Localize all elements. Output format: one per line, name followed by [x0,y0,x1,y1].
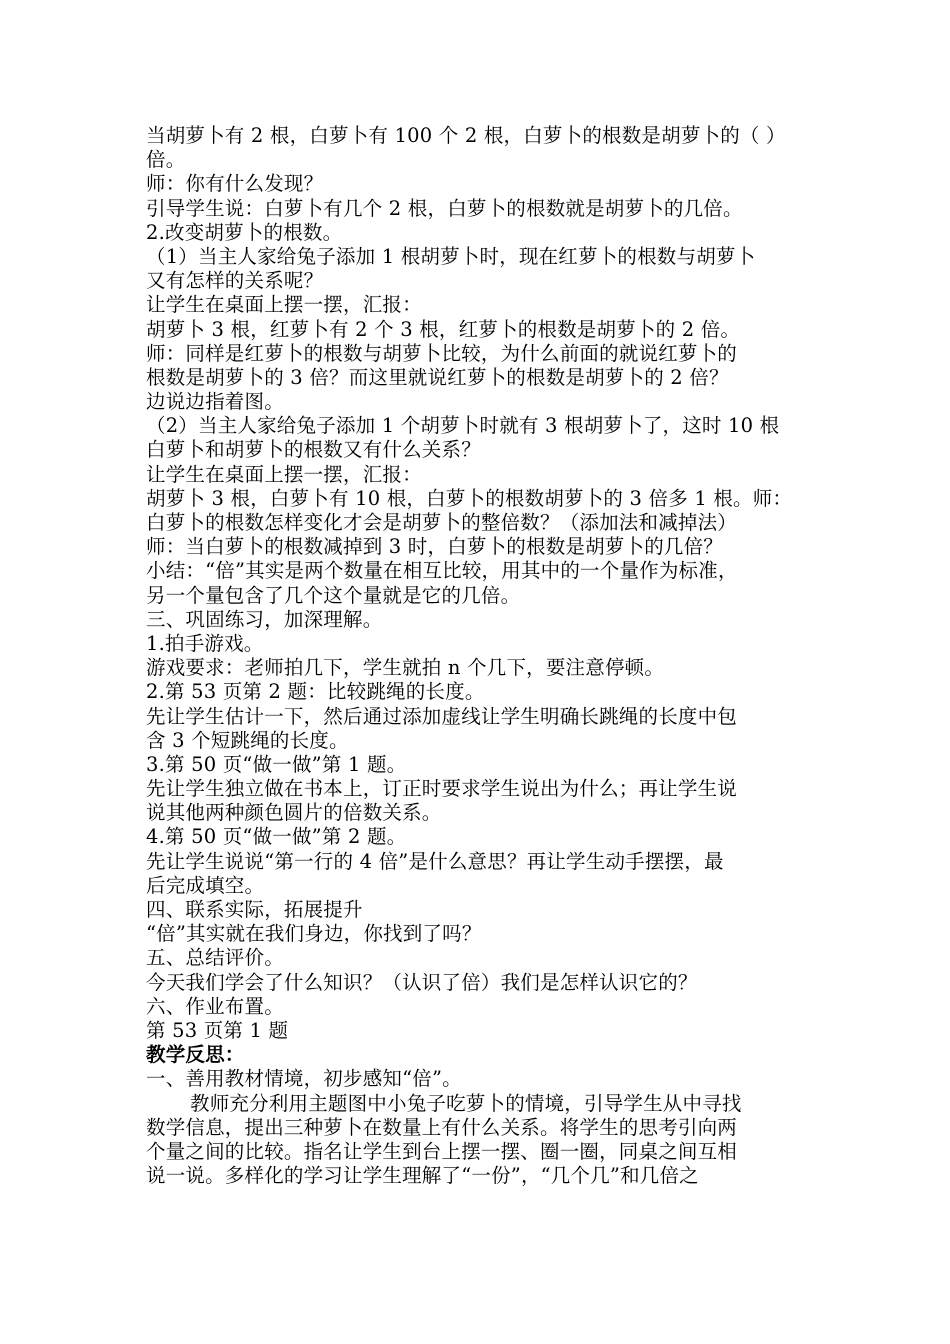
text-line: 胡萝卜 3 根，红萝卜有 2 个 3 根，红萝卜的根数是胡萝卜的 2 倍。 [146,317,741,341]
text-line: 根数是胡萝卜的 3 倍？而这里就说红萝卜的根数是胡萝卜的 2 倍？ [146,365,729,389]
text-line: 第 53 页第 1 题 [146,1018,289,1042]
text-line: 倍。 [146,148,186,172]
text-line: 3.第 50 页“做一做”第 1 题。 [146,752,407,776]
reflection-heading: 教学反思： [146,1043,245,1067]
section-heading: 六、作业布置。 [146,994,284,1018]
text-line: 游戏要求：老师拍几下，学生就拍 n 个几下，要注意停顿。 [146,656,665,680]
text-line: “倍”其实就在我们身边，你找到了吗？ [146,922,482,946]
text-line: 胡萝卜 3 根，白萝卜有 10 根，白萝卜的根数胡萝卜的 3 倍多 1 根。师： [146,486,793,510]
text-line: 当胡萝卜有 2 根，白萝卜有 100 个 2 根，白萝卜的根数是胡萝卜的（ ） [146,124,786,147]
text-line: 2.第 53 页第 2 题：比较跳绳的长度。 [146,680,485,704]
text-line: 师：同样是红萝卜的根数与胡萝卜比较，为什么前面的就说红萝卜的 [146,341,738,365]
text-line: 说其他两种颜色圆片的倍数关系。 [146,801,442,825]
text-line [146,1188,810,1212]
text-line: 小结：“倍”其实是两个数量在相互比较，用其中的一个量作为标准， [146,559,738,583]
text-line: 个量之间的比较。指名让学生到台上摆一摆、圈一圈，同桌之间互相 [146,1139,738,1163]
text-line: 白萝卜和胡萝卜的根数又有什么关系？ [146,438,481,462]
text-line: 引导学生说：白萝卜有几个 2 根，白萝卜的根数就是胡萝卜的几倍。 [146,196,743,220]
text-line: 先让学生独立做在书本上，订正时要求学生说出为什么；再让学生说 [146,777,738,801]
text-line: 白萝卜的根数怎样变化才会是胡萝卜的整倍数？（添加法和减掉法） [146,511,738,534]
paragraph-first-line: 教师充分利用主题图中小兔子吃萝卜的情境，引导学生从中寻找 [190,1091,742,1115]
text-line: 今天我们学会了什么知识？（认识了倍）我们是怎样认识它的？ [146,970,698,994]
section-heading: 四、联系实际，拓展提升 [146,898,363,921]
text-line: 数学信息，提出三种萝卜在数量上有什么关系。将学生的思考引向两 [146,1115,738,1139]
text-line: 说一说。多样化的学习让学生理解了“一份”，“几个几”和几倍之 [146,1164,699,1188]
text-line: （1）当主人家给兔子添加 1 根胡萝卜时，现在红萝卜的根数与胡萝卜 [146,244,756,268]
text-line: 后完成填空。 [146,873,265,897]
text-line: 2.改变胡萝卜的根数。 [146,220,343,244]
text-line: 师：你有什么发现？ [146,172,324,196]
text-line: 先让学生说说“第一行的 4 倍”是什么意思？再让学生动手摆摆，最 [146,849,724,873]
text-line: 师：当白萝卜的根数减掉到 3 时，白萝卜的根数是胡萝卜的几倍？ [146,535,724,559]
text-line: 含 3 个短跳绳的长度。 [146,728,349,752]
text-line: （2）当主人家给兔子添加 1 个胡萝卜时就有 3 根胡萝卜了，这时 10 根 [146,414,780,438]
text-line: 边说边指着图。 [146,390,284,414]
text-line: 让学生在桌面上摆一摆，汇报： [146,293,422,317]
section-heading: 一、善用教材情境，初步感知“倍”。 [146,1067,462,1091]
section-heading: 三、巩固练习，加深理解。 [146,607,383,631]
document-body [146,124,810,1212]
text-line: 另一个量包含了几个这个量就是它的几倍。 [146,583,521,607]
text-line: 1.拍手游戏。 [146,631,264,655]
text-line: 先让学生估计一下，然后通过添加虚线让学生明确长跳绳的长度中包 [146,704,738,728]
section-heading: 五、总结评价。 [146,946,284,970]
text-line: 4.第 50 页“做一做”第 2 题。 [146,825,407,849]
text-line: 让学生在桌面上摆一摆，汇报： [146,462,422,486]
text-line: 又有怎样的关系呢？ [146,269,324,293]
